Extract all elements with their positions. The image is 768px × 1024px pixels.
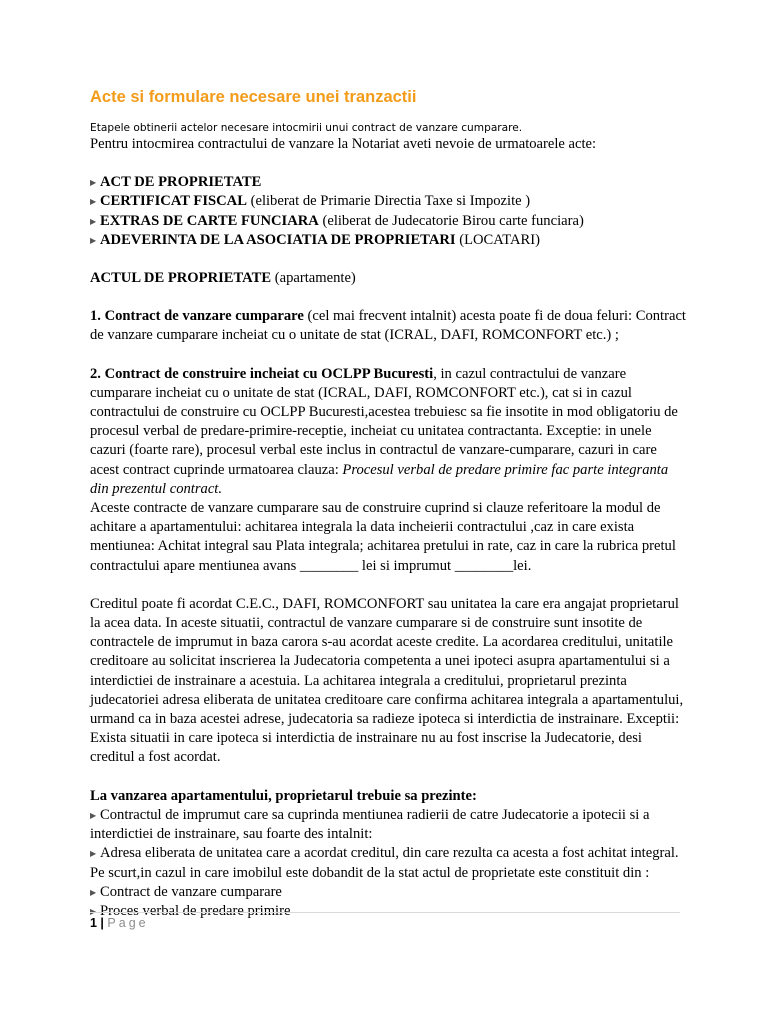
list-item-bold: ACT DE PROPRIETATE <box>100 174 262 191</box>
arrow-bullet-icon: ▶ <box>90 178 97 188</box>
item-2-text: , in cazul contractului de vanzare cumparare incheiat cu o unitate de stat (ICRAL, DAFI, ROMCONFORT etc.), cat si in cazul contractului de construire cu OCLPP Bucuresti,acestea trebuiesc sa fie insotite in mod obligatoriu de procesul verbal de predare-primire-receptie, incheiat cu unitatea contractanta. Exceptie: in unele cazuri (foarte rare), procesul verbal este inclus in contractul de vanzare-cumparare, cazuri in care acest contract cuprinde urmatoarea clauza: <box>90 365 678 478</box>
sale-heading <box>90 787 686 806</box>
item-2-bold: 2. Contract de construire incheiat cu OCLPP Bucuresti <box>90 365 434 382</box>
list-item <box>90 844 686 882</box>
intro-paragraph: Pentru intocmirea contractului de vanzare la Notariat aveti nevoie de urmatoarele acte: <box>90 136 597 152</box>
list-item <box>90 806 686 844</box>
list-item <box>90 212 686 231</box>
spacer <box>90 768 686 787</box>
list-item <box>90 883 686 902</box>
section-heading-text: (apartamente) <box>271 270 356 287</box>
item-2-paragraph <box>90 365 686 499</box>
list-item-text: Contract de vanzare cumparare <box>100 883 282 900</box>
arrow-bullet-icon: ▶ <box>90 810 97 820</box>
list-item <box>90 231 686 250</box>
item-2-italic: Procesul verbal de predare primire fac parte integranta din prezentul contract. <box>90 461 669 497</box>
arrow-bullet-icon: ▶ <box>90 887 97 897</box>
document-title: Acte si formulare necesare unei tranzactii <box>90 88 417 106</box>
sale-heading-bold: La vanzarea apartamentului, proprietarul trebuie sa prezinte: <box>90 787 477 804</box>
arrow-bullet-icon: ▶ <box>90 849 97 859</box>
page-label: Page <box>107 916 149 930</box>
spacer <box>90 154 686 173</box>
arrow-bullet-icon: ▶ <box>90 906 97 916</box>
spacer <box>90 250 686 269</box>
list-item-text: Proces verbal de predare primire <box>100 902 291 919</box>
footer-separator: | <box>96 916 108 930</box>
arrow-bullet-icon: ▶ <box>90 216 97 226</box>
section-heading <box>90 269 686 288</box>
item-1-text: (cel mai frecvent intalnit) acesta poate fi de doua feluri: Contract de vanzare cumparare incheiat cu o unitate de stat (ICRAL, DAFI, ROMCONFORT etc.) ; <box>90 308 686 344</box>
required-acts-list <box>90 173 686 250</box>
list-item <box>90 173 686 192</box>
list-item-bold: EXTRAS DE CARTE FUNCIARA <box>100 212 319 229</box>
arrow-bullet-icon: ▶ <box>90 197 97 207</box>
document-subtitle: Etapele obtinerii actelor necesare intocmirii unui contract de vanzare cumparare. <box>90 122 523 134</box>
item-1-paragraph <box>90 307 686 345</box>
payment-paragraph: Aceste contracte de vanzare cumparare sau de construire cuprind si clauze referitoare la modul de achitare a apartamentului: achitarea integrala la data incheierii contractului ,caz in care exista mentiunea: Achitat integral sau Plata integrala; achitarea pretului in rate, caz in care la rubrica pretul contractului apare mentiunea avans ________ lei si imprumut ________lei. <box>90 500 676 574</box>
list-item <box>90 192 686 211</box>
list-item-bold: CERTIFICAT FISCAL <box>100 193 247 210</box>
spacer <box>90 288 686 307</box>
document-page <box>90 86 686 921</box>
list-item-text: (LOCATARI) <box>455 231 540 248</box>
list-item-text: Adresa eliberata de unitatea care a acordat creditul, din care rezulta ca acesta a fost achitat integral. Pe scurt,in cazul in care imobilul este dobandit de la stat actul de proprietate este constituit din : <box>90 845 679 881</box>
page-footer <box>90 912 680 930</box>
sale-items-list <box>90 806 686 921</box>
page-number: 1 <box>90 916 97 930</box>
list-item-bold: ADEVERINTA DE LA ASOCIATIA DE PROPRIETARI <box>100 231 456 248</box>
list-item-text: (eliberat de Primarie Directia Taxe si Impozite ) <box>246 193 531 210</box>
item-1-bold: 1. Contract de vanzare cumparare <box>90 308 304 325</box>
list-item-text: (eliberat de Judecatorie Birou carte funciara) <box>318 212 584 229</box>
spacer <box>90 576 686 595</box>
spacer <box>90 346 686 365</box>
list-item-text: Contractul de imprumut care sa cuprinda mentiunea radierii de catre Judecatorie a ipotecii si a interdictiei de instrainare, sau foarte des intalnit: <box>90 806 650 843</box>
credit-paragraph: Creditul poate fi acordat C.E.C., DAFI, ROMCONFORT sau unitatea la care era angajat proprietarul la acea data. In aceste situatii, contractul de vanzare cumparare si de construire sunt insotite de contractele de imprumut in baza carora s-au acordat aceste credite. La acordarea creditului, unitatile creditoare au solicitat inscrierea la Judecatoria competenta a unei ipoteci asupra apartamentului si a interdictiei de instrainare a acestuia. La achitarea integrala a creditului, proprietarul prezinta judecatoriei adresa eliberata de unitatea creditoare care confirma achitarea integrala a apartamentului, urmand ca in baza acestei adrese, judecatoria sa radieze ipoteca si interdictia de instrainare. Exceptii: Exista situatii in care ipoteca si interdictia de instrainare nu au fost inscrise la Judecatorie, desi creditul a fost acordat. <box>90 595 684 766</box>
section-heading-bold: ACTUL DE PROPRIETATE <box>90 270 272 287</box>
arrow-bullet-icon: ▶ <box>90 235 97 245</box>
